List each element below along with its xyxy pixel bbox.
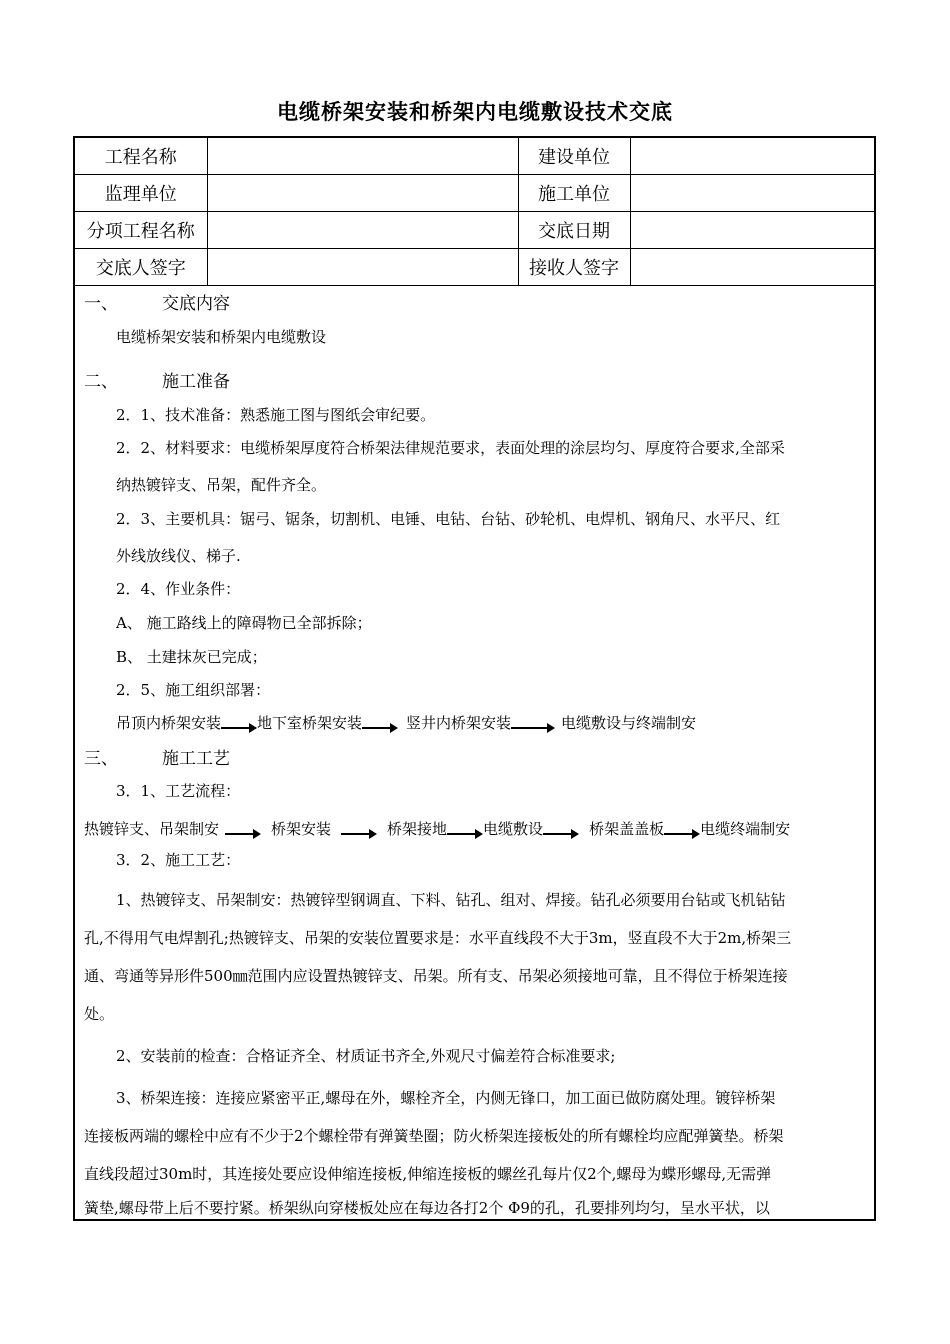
item-2-5: 2．5、施工组织部署： [116,681,271,699]
section-3-title: 施工工艺 [162,749,230,769]
arrow-right-icon [362,722,398,732]
value-supervision-unit[interactable] [207,175,518,212]
table-row [75,138,874,175]
item-2-4-a: A、 施工路线上的障碍物已全部拆除； [116,614,372,632]
label-receiver-signature: 接收人签字 [518,249,630,286]
arrow-right-icon [447,828,483,838]
document-title: 电缆桥架安装和桥架内电缆敷设技术交底 [277,100,673,124]
paragraph-2: 2、安装前的检查：合格证齐全、材质证书齐全,外观尺寸偏差符合标准要求; [116,1047,616,1065]
project-info-table [75,138,874,286]
section-2-heading [84,367,230,392]
flow-step: 桥架接地 [387,820,448,838]
process-flow [84,818,790,839]
flow-step: 电缆敷设与终端制安 [561,714,697,732]
flow-step: 地下室桥架安装 [257,714,363,732]
flow-step: 吊顶内桥架安装 [116,714,222,732]
paragraph-1-line: 处。 [84,1005,115,1023]
section-1-number: 一、 [84,294,118,314]
arrow-right-icon [664,828,700,838]
flow-step: 电缆终端制安 [700,820,791,838]
item-2-4-b: B、 土建抹灰已完成； [116,648,267,666]
label-project-name: 工程名称 [75,138,207,175]
value-project-name[interactable] [207,138,518,175]
flow-step: 竖井内桥架安装 [406,714,512,732]
flow-step: 桥架安装 [271,820,332,838]
table-row [75,175,874,212]
arrow-right-icon [221,722,257,732]
section-1-text: 电缆桥架安装和桥架内电缆敷设 [116,328,327,346]
paragraph-1-line: 孔,不得用气电焊割孔;热镀锌支、吊架的安装位置要求是：水平直线段不大于3m，竖直段不大于2m,桥架三 [84,929,792,947]
label-construction-unit: 建设单位 [518,138,630,175]
item-3-2: 3．2、施工工艺： [116,851,241,869]
label-contractor: 施工单位 [518,175,630,212]
arrow-right-icon [225,828,261,838]
value-receiver-signature[interactable] [630,249,874,286]
value-disclosure-date[interactable] [630,212,874,249]
value-construction-unit[interactable] [630,138,874,175]
paragraph-1-line: 1、热镀锌支、吊架制安：热镀锌型钢调直、下料、钻孔、组对、焊接。钻孔必须要用台钻或飞机钻钻 [116,891,786,909]
paragraph-3-line: 连接板两端的螺栓中应有不少于2个螺栓带有弹簧垫圈；防火桥架连接板处的所有螺栓均应配弹簧垫。桥架 [84,1127,784,1145]
item-2-2-line1: 2．2、材料要求：电缆桥架厚度符合桥架法律规范要求，表面处理的涂层均匀、厚度符合要求,全部采 [116,439,785,457]
section-1-heading [84,289,230,314]
label-discloser-signature: 交底人签字 [75,249,207,286]
item-2-2-line2: 纳热镀锌支、吊架，配件齐全。 [116,476,327,494]
value-discloser-signature[interactable] [207,249,518,286]
flow-step: 热镀锌支、吊架制安 [84,820,220,838]
section-2-number: 二、 [84,372,118,392]
section-1-title: 交底内容 [162,294,230,314]
table-row [75,212,874,249]
item-2-1: 2．1、技术准备：熟悉施工图与图纸会审纪要。 [116,406,436,424]
label-sub-project: 分项工程名称 [75,212,207,249]
item-2-3-line1: 2．3、主要机具：锯弓、锯条，切割机、电锤、电钻、台钻、砂轮机、电焊机、钢角尺、水平尺、红 [116,510,781,528]
item-3-1: 3．1、工艺流程： [116,782,241,800]
arrow-right-icon [543,828,579,838]
arrow-right-icon [341,828,377,838]
paragraph-1-line: 通、弯通等异形件500㎜范围内应设置热镀锌支、吊架。所有支、吊架必须接地可靠，且不得位于桥架连接 [84,967,788,985]
table-row [75,249,874,286]
label-supervision-unit: 监理单位 [75,175,207,212]
item-2-3-line2: 外线放线仪、梯子. [116,547,241,565]
value-sub-project[interactable] [207,212,518,249]
section-2-title: 施工准备 [162,372,230,392]
paragraph-3-line: 3、桥架连接：连接应紧密平正,螺母在外，螺栓齐全，内侧无锋口，加工面已做防腐处理。镀锌桥架 [116,1089,776,1107]
arrow-right-icon [511,722,555,732]
flow-step: 桥架盖盖板 [589,820,665,838]
section-3-heading [84,744,230,769]
flow-step: 电缆敷设 [483,820,544,838]
deployment-flow [116,712,696,733]
section-3-number: 三、 [84,749,118,769]
item-2-4: 2．4、作业条件： [116,580,241,598]
paragraph-3-line: 直线段超过30m时，其连接处要应设伸缩连接板,伸缩连接板的螺丝孔每片仅2个,螺母为蝶形螺母,无需弹 [84,1165,772,1183]
value-contractor[interactable] [630,175,874,212]
paragraph-3-line: 簧垫,螺母带上后不要拧紧。桥架纵向穿楼板处应在每边各打2个 Φ9的孔，孔要排列均匀，呈水平状，以 [84,1199,770,1217]
label-disclosure-date: 交底日期 [518,212,630,249]
